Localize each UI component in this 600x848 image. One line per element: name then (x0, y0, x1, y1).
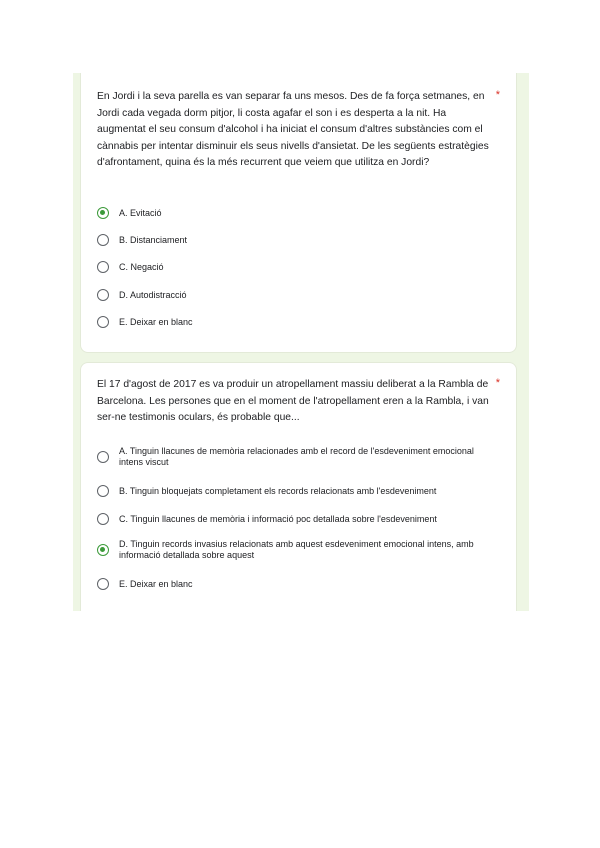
radio-icon[interactable] (97, 485, 109, 497)
required-asterisk: * (495, 89, 500, 101)
radio-icon[interactable] (97, 578, 109, 590)
option-a[interactable] (97, 446, 497, 468)
option-e[interactable] (97, 578, 497, 590)
option-a[interactable] (97, 207, 497, 219)
option-label: E. Deixar en blanc (119, 578, 193, 589)
radio-icon[interactable] (97, 316, 109, 328)
question-text: En Jordi i la seva parella es van separar fa uns mesos. Des de fa força setmanes, en Jordi cada vegada dorm pitjor, li costa agafar el son i es desperta a la nit. Ha augmentat el seu consum d'alcohol i ha iniciat el consum d'altres substàncies com el cànnabis per intentar disminuir els seus nivells d'ansietat. De les següents estratègies d'afrontament, quina és la més recurrent que veiem que utilitza en Jordi? (97, 91, 489, 168)
option-label: C. Tinguin llacunes de memòria i informació poc detallada sobre l'esdeveniment (119, 513, 437, 524)
question-text: El 17 d'agost de 2017 es va produir un atropellament massiu deliberat a la Rambla de Barcelona. Les persones que en el moment de l'atropellament eren a la Rambla, i van ser-ne testimonis oculars, és probable que... (97, 379, 489, 423)
question-card-rambla (80, 362, 517, 611)
option-d[interactable] (97, 539, 497, 561)
question-card-jordi (80, 73, 517, 353)
option-label: A. Tinguin llacunes de memòria relacionades amb el record de l'esdeveniment emocional intens viscut (119, 446, 474, 467)
radio-selected-icon[interactable] (97, 207, 109, 219)
option-e[interactable] (97, 316, 497, 328)
option-label: C. Negació (119, 261, 164, 272)
option-label: D. Autodistracció (119, 289, 187, 300)
option-b[interactable] (97, 234, 497, 246)
option-label: B. Distanciament (119, 234, 188, 245)
option-label: E. Deixar en blanc (119, 316, 193, 327)
option-label: D. Tinguin records invasius relacionats amb aquest esdeveniment emocional intens, amb informació detallada sobre aquest (119, 539, 474, 560)
radio-icon[interactable] (97, 234, 109, 246)
option-c[interactable] (97, 261, 497, 273)
radio-icon[interactable] (97, 261, 109, 273)
option-d[interactable] (97, 289, 497, 301)
radio-selected-icon[interactable] (97, 544, 109, 556)
option-label: B. Tinguin bloquejats completament els records relacionats amb l'esdeveniment (119, 485, 437, 496)
option-c[interactable] (97, 513, 497, 525)
required-asterisk: * (495, 377, 500, 389)
option-label: A. Evitació (119, 207, 162, 218)
radio-icon[interactable] (97, 451, 109, 463)
option-b[interactable] (97, 485, 497, 497)
radio-icon[interactable] (97, 289, 109, 301)
radio-icon[interactable] (97, 513, 109, 525)
